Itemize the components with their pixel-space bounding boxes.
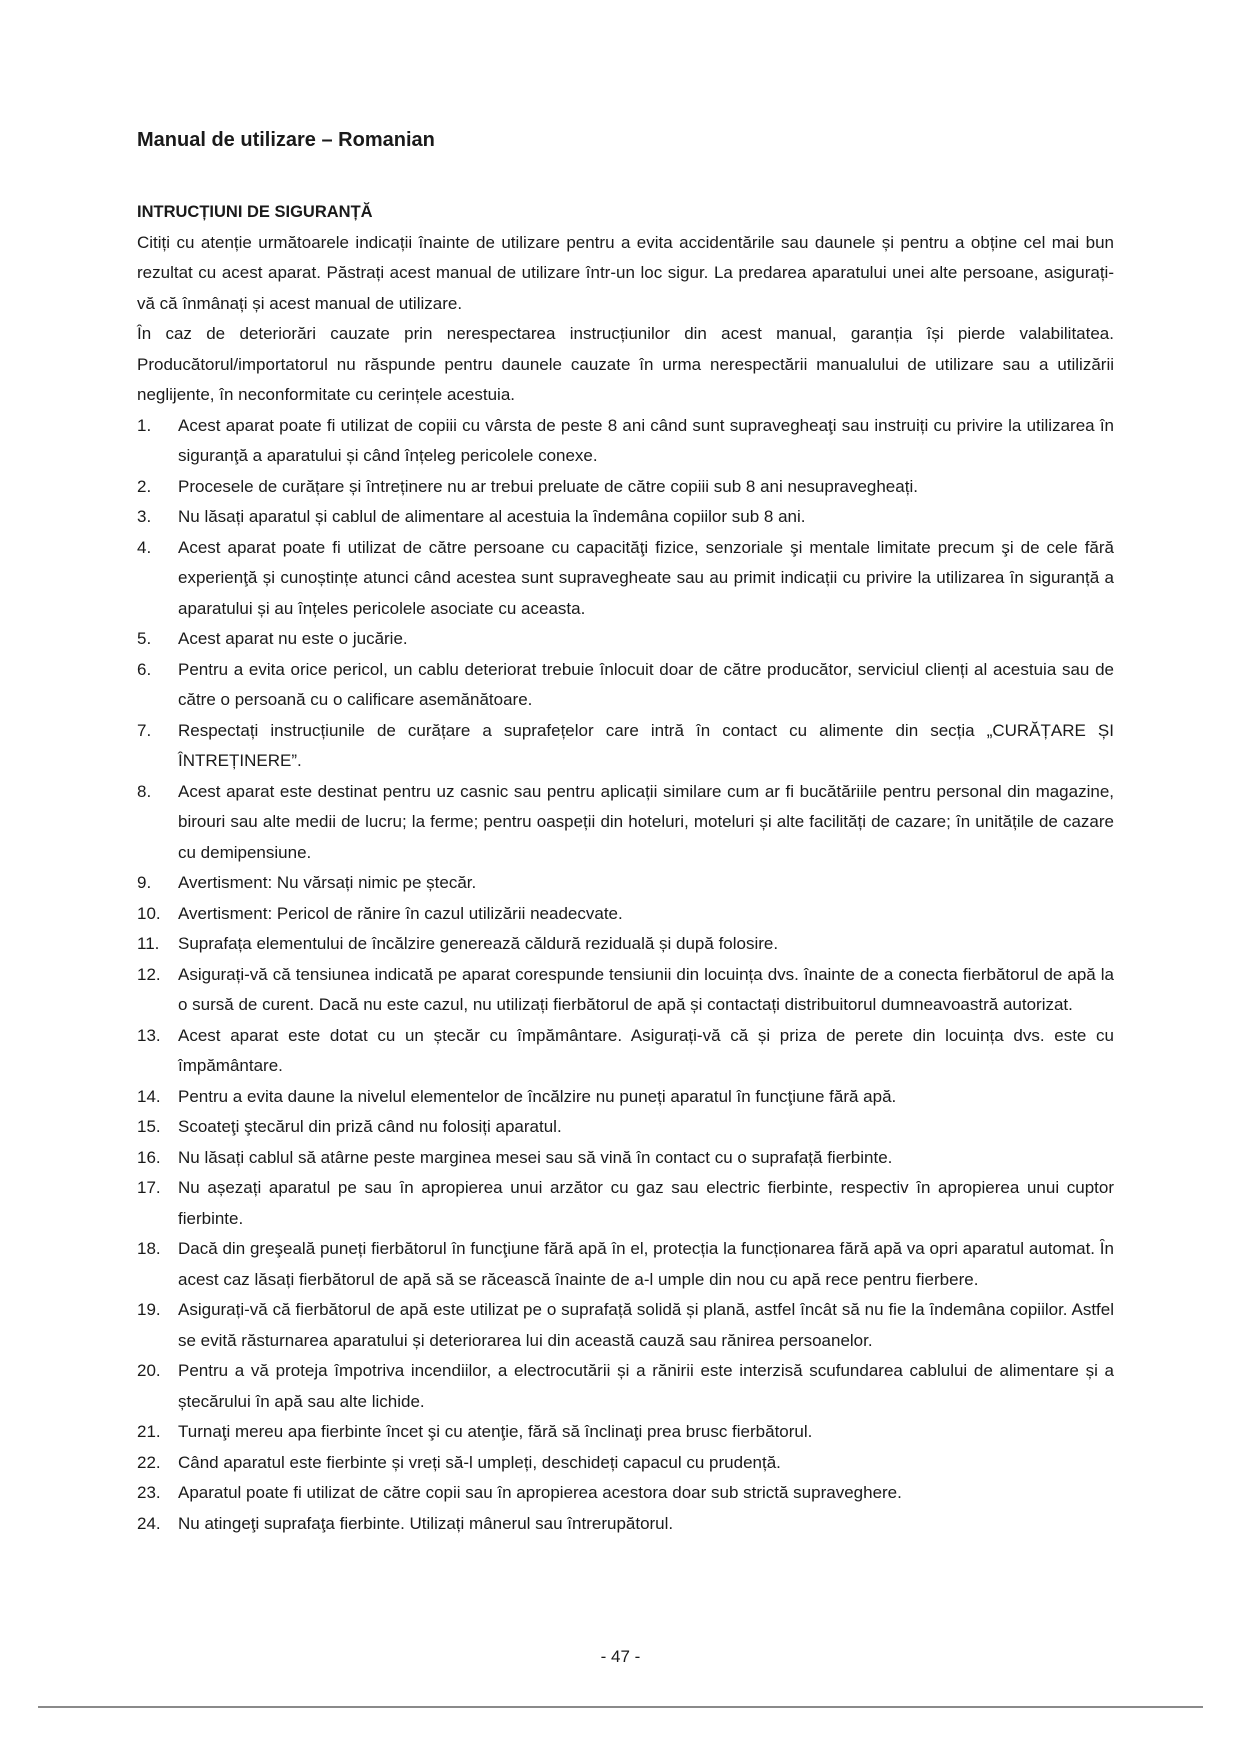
list-item-number: 3. xyxy=(137,507,152,526)
list-item-number: 6. xyxy=(137,659,152,679)
list-item xyxy=(137,777,1114,869)
list-item-text: Acest aparat poate fi utilizat de către persoane cu capacităţi fizice, senzoriale şi mentale limitate precum şi de cele fără experienţă și cunoștințe atunci când acestea sunt supravegheate sau au primit indicații cu privire la utilizarea ȋn siguranță a aparatului și au înțeles pericolele asociate cu aceasta. xyxy=(178,537,1114,618)
list-item-number: 4. xyxy=(137,537,152,557)
list-item-text: Pentru a evita daune la nivelul elementelor de încălzire nu puneți aparatul în funcţiune fără apă. xyxy=(178,1086,897,1106)
list-item-number: 19. xyxy=(137,1300,161,1319)
list-item xyxy=(137,624,1114,655)
list-item-text: Acest aparat nu este o jucărie. xyxy=(178,629,408,648)
footer-divider xyxy=(38,1706,1203,1708)
list-item-number: 23. xyxy=(137,1483,161,1502)
list-item-text: Nu lăsați cablul să atârne peste marginea mesei sau să vină în contact cu o suprafață fierbinte. xyxy=(178,1147,893,1167)
list-item xyxy=(137,929,1114,960)
list-item-number: 9. xyxy=(137,873,152,892)
list-item-text: Nu lăsați aparatul și cablul de alimentare al acestuia la ȋndemâna copiilor sub 8 ani. xyxy=(178,507,806,526)
list-item xyxy=(137,655,1114,716)
list-item xyxy=(137,1448,1114,1479)
list-item-text: Nu atingeţi suprafaţa fierbinte. Utilizați mânerul sau întrerupătorul. xyxy=(178,1513,674,1533)
list-item-number: 21. xyxy=(137,1422,161,1441)
list-item-text: Dacă din greşeală puneți fierbătorul în funcţiune fără apă în el, protecția la funcționarea fără apă va opri aparatul automat. Ȋn acest caz lăsați fierbătorul de apă să se răcească înainte de a-l umple din nou cu apă rece pentru fierbere. xyxy=(178,1239,1114,1289)
list-item xyxy=(137,502,1114,533)
list-item xyxy=(137,1143,1114,1174)
list-item-text: Nu așezați aparatul pe sau ȋn apropierea unui arzător cu gaz sau electric fierbinte, respectiv ȋn apropierea unui cuptor fierbinte. xyxy=(178,1178,1114,1228)
list-item-number: 2. xyxy=(137,476,152,496)
list-item-text: Avertisment: Nu vărsați nimic pe ștecăr. xyxy=(178,873,477,892)
list-item xyxy=(137,411,1114,472)
list-item-text: Turnaţi mereu apa fierbinte încet şi cu atenţie, fără să înclinaţi prea brusc fierbătorul. xyxy=(178,1422,813,1441)
list-item-number: 24. xyxy=(137,1513,161,1533)
list-item-number: 17. xyxy=(137,1178,161,1197)
list-item-text: Asigurați-vă că tensiunea indicată pe aparat corespunde tensiunii din locuința dvs. înainte de a conecta fierbătorul de apă la o sursă de curent. Dacă nu este cazul, nu utilizați fierbătorul de apă și contactați distribuitorul dumneavoastră autorizat. xyxy=(178,964,1114,1014)
list-item-number: 1. xyxy=(137,415,152,435)
list-item-text: Suprafața elementului de încălzire generează căldură reziduală și după folosire. xyxy=(178,934,779,953)
section-heading-safety: INTRUCȚIUNI DE SIGURANȚĂ xyxy=(137,203,373,221)
document-title: Manual de utilizare – Romanian xyxy=(137,129,435,151)
list-item-number: 15. xyxy=(137,1117,161,1136)
list-item xyxy=(137,533,1114,625)
list-item xyxy=(137,1021,1114,1082)
list-item-number: 7. xyxy=(137,720,152,740)
list-item xyxy=(137,899,1114,930)
list-item-number: 18. xyxy=(137,1239,161,1258)
list-item xyxy=(137,868,1114,899)
list-item xyxy=(137,1082,1114,1113)
list-item xyxy=(137,960,1114,1021)
list-item-text: Asigurați-vă că fierbătorul de apă este utilizat pe o suprafață solidă și plană, astfel încât să nu fie la ȋndemâna copiilor. Astfel se evită răsturnarea aparatului și deteriorarea lui din această cauză sau rănirea persoanelor. xyxy=(178,1300,1114,1350)
list-item-number: 13. xyxy=(137,1025,161,1045)
list-item-number: 11. xyxy=(137,934,160,953)
page-content xyxy=(137,128,1114,1539)
list-item-number: 20. xyxy=(137,1361,161,1380)
safety-instructions-list xyxy=(137,411,1114,1540)
list-item-text: Avertisment: Pericol de rănire în cazul utilizării neadecvate. xyxy=(178,903,623,923)
list-item-text: Când aparatul este fierbinte și vreți să-l umpleți, deschideți capacul cu prudență. xyxy=(178,1452,781,1472)
list-item xyxy=(137,1112,1114,1143)
list-item-text: Procesele de curățare și întreținere nu ar trebui preluate de către copiii sub 8 ani nesupravegheați. xyxy=(178,476,918,496)
list-item xyxy=(137,1509,1114,1540)
list-item xyxy=(137,1356,1114,1417)
list-item-text: Acest aparat este dotat cu un ștecăr cu împământare. Asigurați-vă că și priza de perete din locuința dvs. este cu împământare. xyxy=(178,1025,1114,1075)
list-item xyxy=(137,716,1114,777)
list-item-text: Scoateţi ştecărul din priză când nu folosiți aparatul. xyxy=(178,1117,562,1136)
list-item-text: Respectați instrucțiunile de curățare a suprafețelor care intră în contact cu alimente din secția „CURĂȚARE ȘI ÎNTREȚINERE”. xyxy=(178,720,1114,770)
list-item xyxy=(137,1478,1114,1509)
list-item-number: 8. xyxy=(137,781,152,801)
list-item-number: 5. xyxy=(137,629,152,648)
page-number: - 47 - xyxy=(600,1647,641,1666)
list-item xyxy=(137,1417,1114,1448)
list-item-number: 16. xyxy=(137,1147,161,1167)
intro-paragraph: Citiți cu atenție următoarele indicații înainte de utilizare pentru a evita accidentările sau daunele și pentru a obține cel mai bun rezultat cu acest aparat. Păstrați acest manual de utilizare într-un loc sigur. La predarea aparatului unei alte persoane, asigurați-vă că înmânați și acest manual de utilizare. xyxy=(137,232,1114,313)
list-item-number: 12. xyxy=(137,964,161,984)
warranty-paragraph: În caz de deteriorări cauzate prin nerespectarea instrucțiunilor din acest manual, garanția își pierde valabilitatea. Producătorul/importatorul nu răspunde pentru daunele cauzate în urma nerespectării manualului de utilizare sau a utilizării neglijente, în neconformitate cu cerințele acestuia. xyxy=(137,324,1114,404)
list-item xyxy=(137,1234,1114,1295)
list-item xyxy=(137,472,1114,503)
list-item-number: 14. xyxy=(137,1086,161,1106)
list-item xyxy=(137,1295,1114,1356)
list-item-text: Pentru a vă proteja împotriva incendiilor, a electrocutării și a rănirii este interzisă scufundarea cablului de alimentare și a ștecărului în apă sau alte lichide. xyxy=(178,1361,1114,1411)
list-item xyxy=(137,1173,1114,1234)
list-item-text: Pentru a evita orice pericol, un cablu deteriorat trebuie înlocuit doar de către producător, serviciul clienți al acestuia sau de către o persoană cu o calificare asemănătoare. xyxy=(178,659,1114,709)
list-item-number: 22. xyxy=(137,1452,161,1472)
list-item-text: Aparatul poate fi utilizat de către copii sau în apropierea acestora doar sub strictă supraveghere. xyxy=(178,1483,902,1502)
list-item-text: Acest aparat este destinat pentru uz casnic sau pentru aplicații similare cum ar fi bucătăriile pentru personal din magazine, birouri sau alte medii de lucru; la ferme; pentru oaspeții din hoteluri, moteluri și alte facilități de cazare; în unitățile de cazare cu demipensiune. xyxy=(178,781,1114,862)
list-item-text: Acest aparat poate fi utilizat de copiii cu vârsta de peste 8 ani când sunt supravegheaţi sau instruiți cu privire la utilizarea în siguranţă a aparatului și când înțeleg pericolele conexe. xyxy=(178,415,1114,465)
list-item-number: 10. xyxy=(137,903,161,923)
